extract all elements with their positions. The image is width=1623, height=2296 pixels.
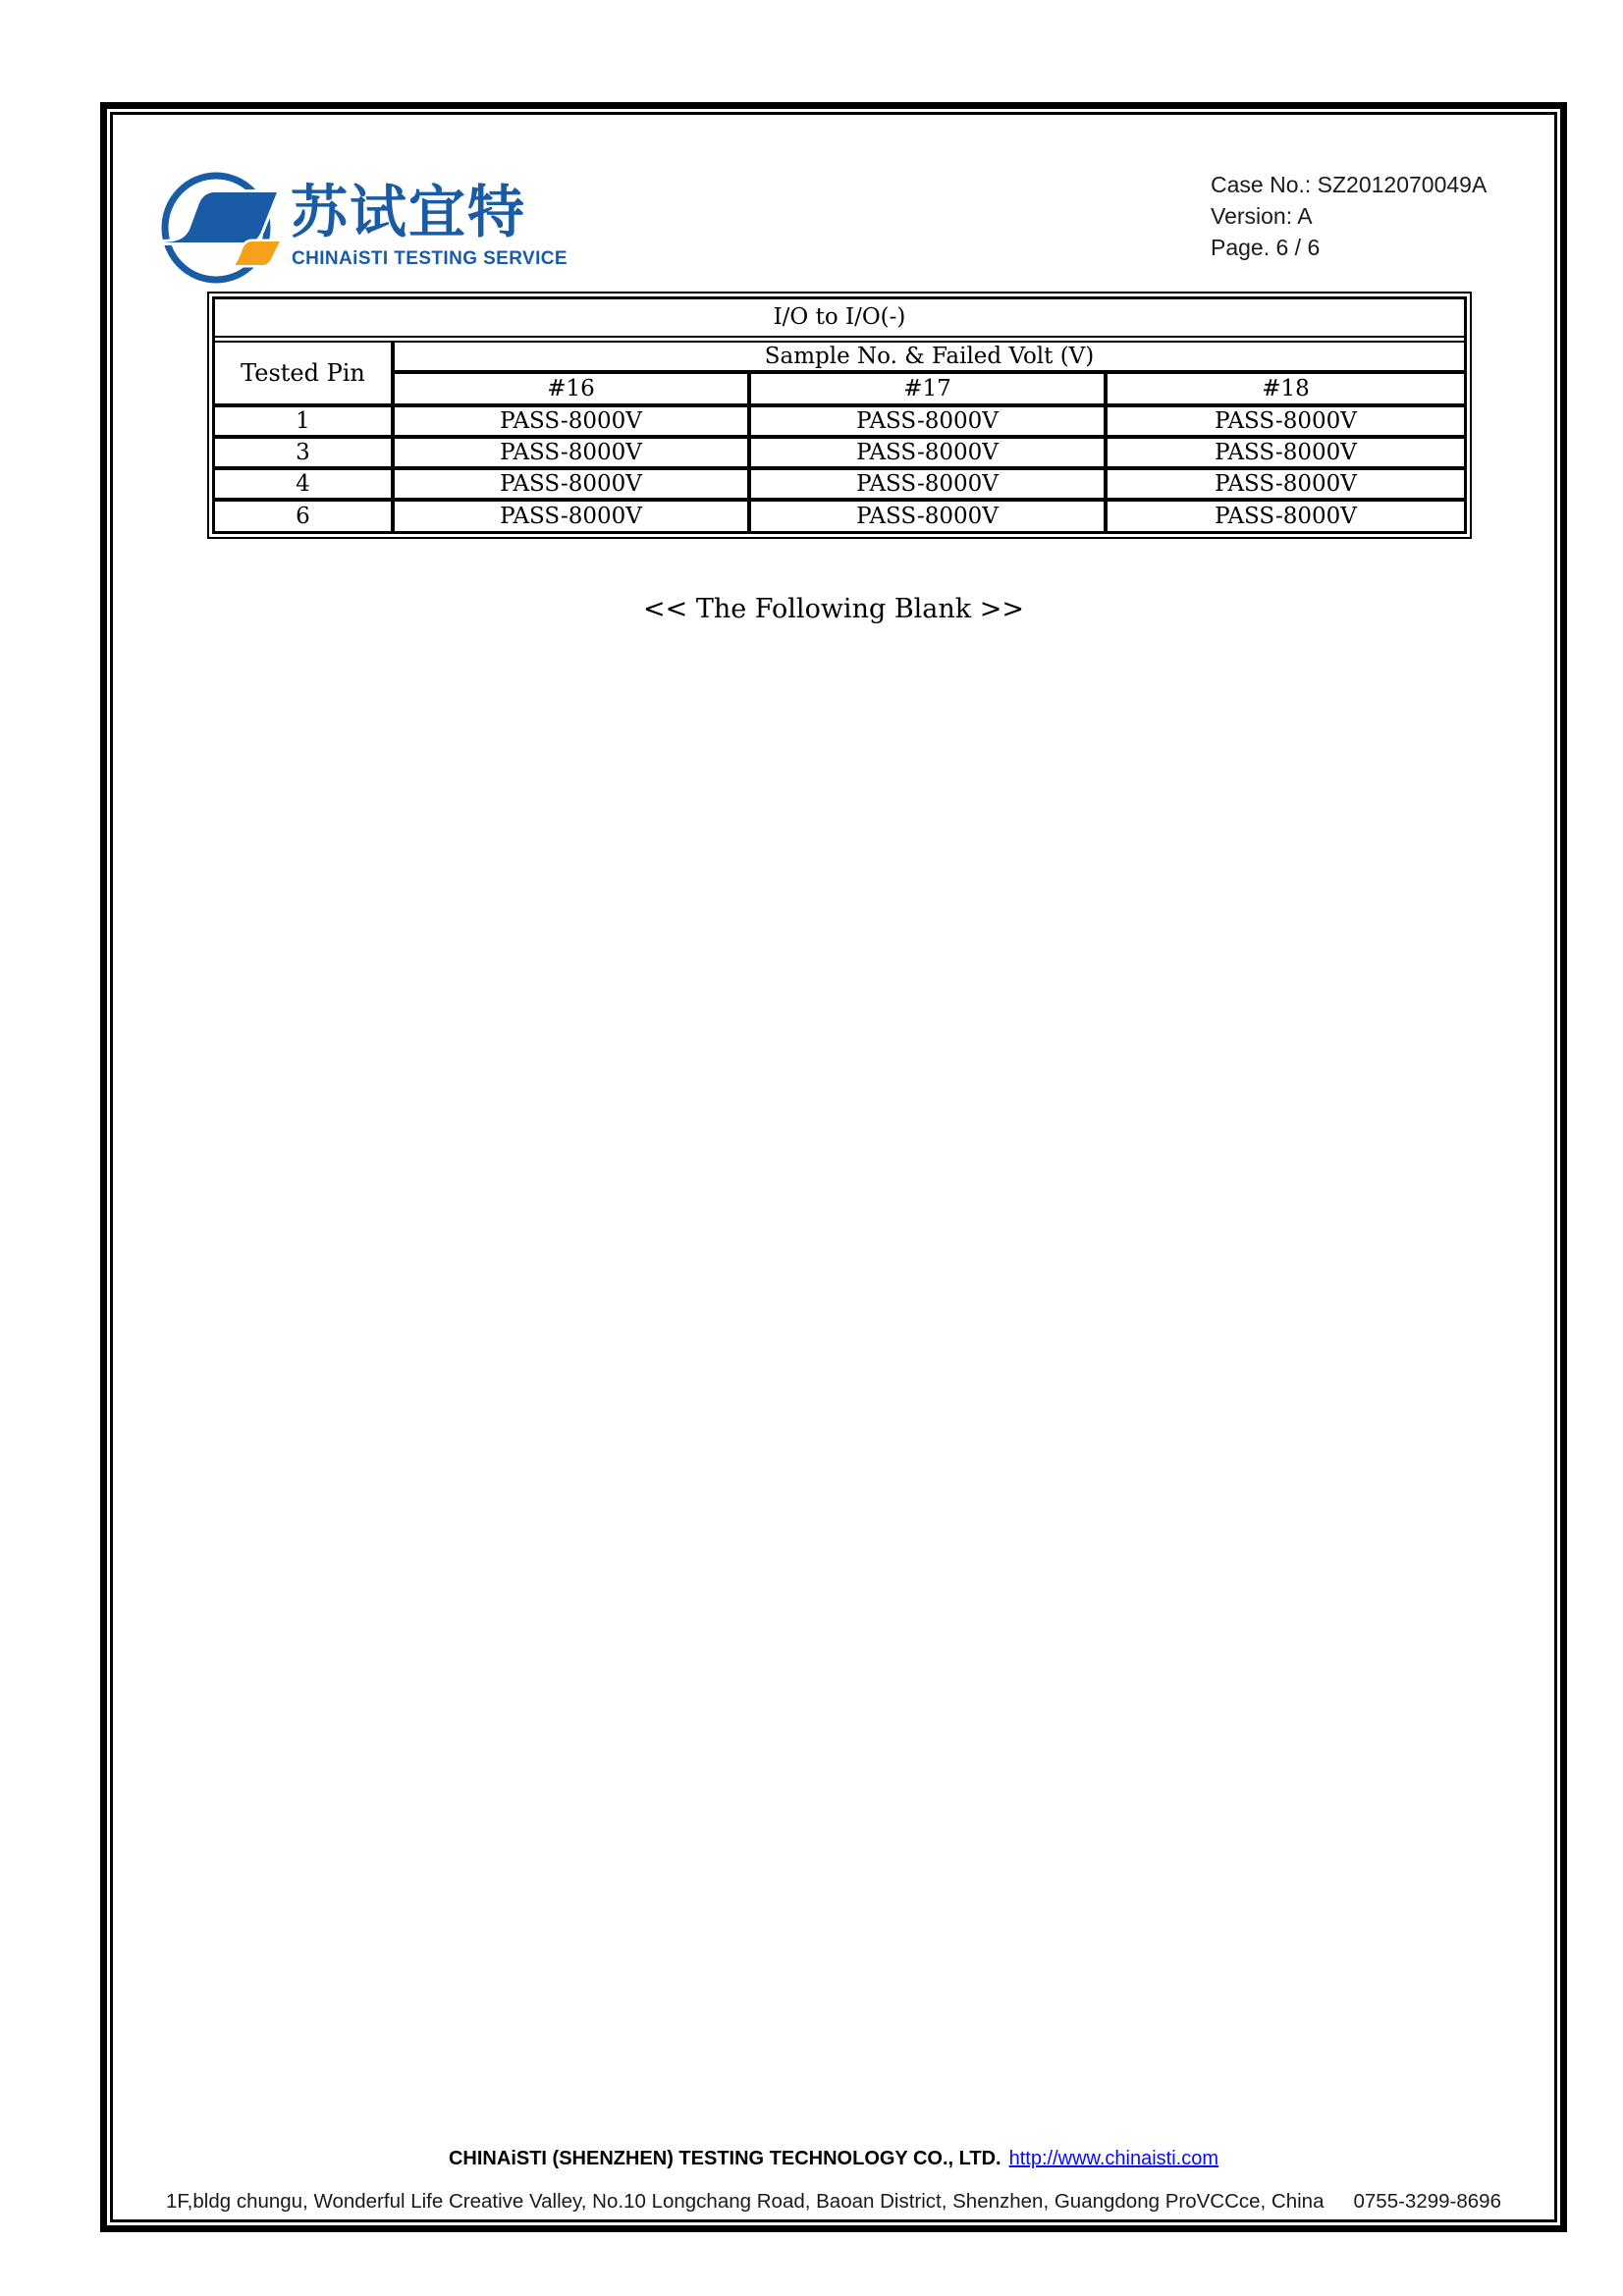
result-cell: PASS-8000V <box>749 468 1106 500</box>
footer-phone: 0755-3299-8696 <box>1353 2190 1501 2213</box>
column-header-16: #16 <box>393 372 749 405</box>
result-cell: PASS-8000V <box>1106 405 1464 437</box>
footer-address-line <box>110 2190 1557 2214</box>
result-cell: PASS-8000V <box>749 437 1106 468</box>
table-row-pin-1 <box>215 405 1464 437</box>
pin-cell: 4 <box>215 468 393 500</box>
brand-name-chinese: 苏试宜特 <box>291 179 527 245</box>
case-number: Case No.: SZ2012070049A <box>1211 172 1488 197</box>
footer-company-name: CHINAiSTI (SHENZHEN) TESTING TECHNOLOGY CO., LTD. <box>448 2148 1001 2169</box>
table-row-pin-4 <box>215 468 1464 500</box>
pin-cell: 3 <box>215 437 393 468</box>
pin-cell: 1 <box>215 405 393 437</box>
result-cell: PASS-8000V <box>749 500 1106 531</box>
table-row-pin-3 <box>215 437 1464 468</box>
result-cell: PASS-8000V <box>393 437 749 468</box>
result-cell: PASS-8000V <box>393 468 749 500</box>
tested-pin-header: Tested Pin <box>215 339 393 405</box>
result-cell: PASS-8000V <box>393 405 749 437</box>
column-header-18: #18 <box>1106 372 1464 405</box>
page-number: Page. 6 / 6 <box>1211 235 1321 260</box>
logo-blue-swoosh <box>160 192 277 242</box>
pin-cell: 6 <box>215 500 393 531</box>
result-cell: PASS-8000V <box>1106 468 1464 500</box>
io-test-table-wrap <box>212 296 1467 534</box>
footer-address: 1F,bldg chungu, Wonderful Life Creative Valley, No.10 Longchang Road, Baoan District, Shenzhen, Guangdong ProVCCce, China <box>166 2190 1325 2213</box>
result-cell: PASS-8000V <box>1106 437 1464 468</box>
table-row-pin-6 <box>215 500 1464 531</box>
table-title: I/O to I/O(-) <box>215 299 1464 339</box>
io-test-table <box>215 299 1464 531</box>
following-blank-note: << The Following Blank >> <box>643 594 1024 624</box>
result-cell: PASS-8000V <box>1106 500 1464 531</box>
result-cell: PASS-8000V <box>749 405 1106 437</box>
brand-name-english: CHINAiSTI TESTING SERVICE <box>292 248 568 269</box>
result-cell: PASS-8000V <box>393 500 749 531</box>
column-header-17: #17 <box>749 372 1106 405</box>
case-info-block <box>1211 169 1487 263</box>
version: Version: A <box>1211 203 1313 229</box>
footer-company-line <box>110 2148 1557 2170</box>
sample-group-header: Sample No. & Failed Volt (V) <box>393 339 1464 372</box>
logo-orange-swoosh <box>236 241 280 265</box>
footer-website-link[interactable]: http://www.chinaisti.com <box>1008 2148 1219 2169</box>
